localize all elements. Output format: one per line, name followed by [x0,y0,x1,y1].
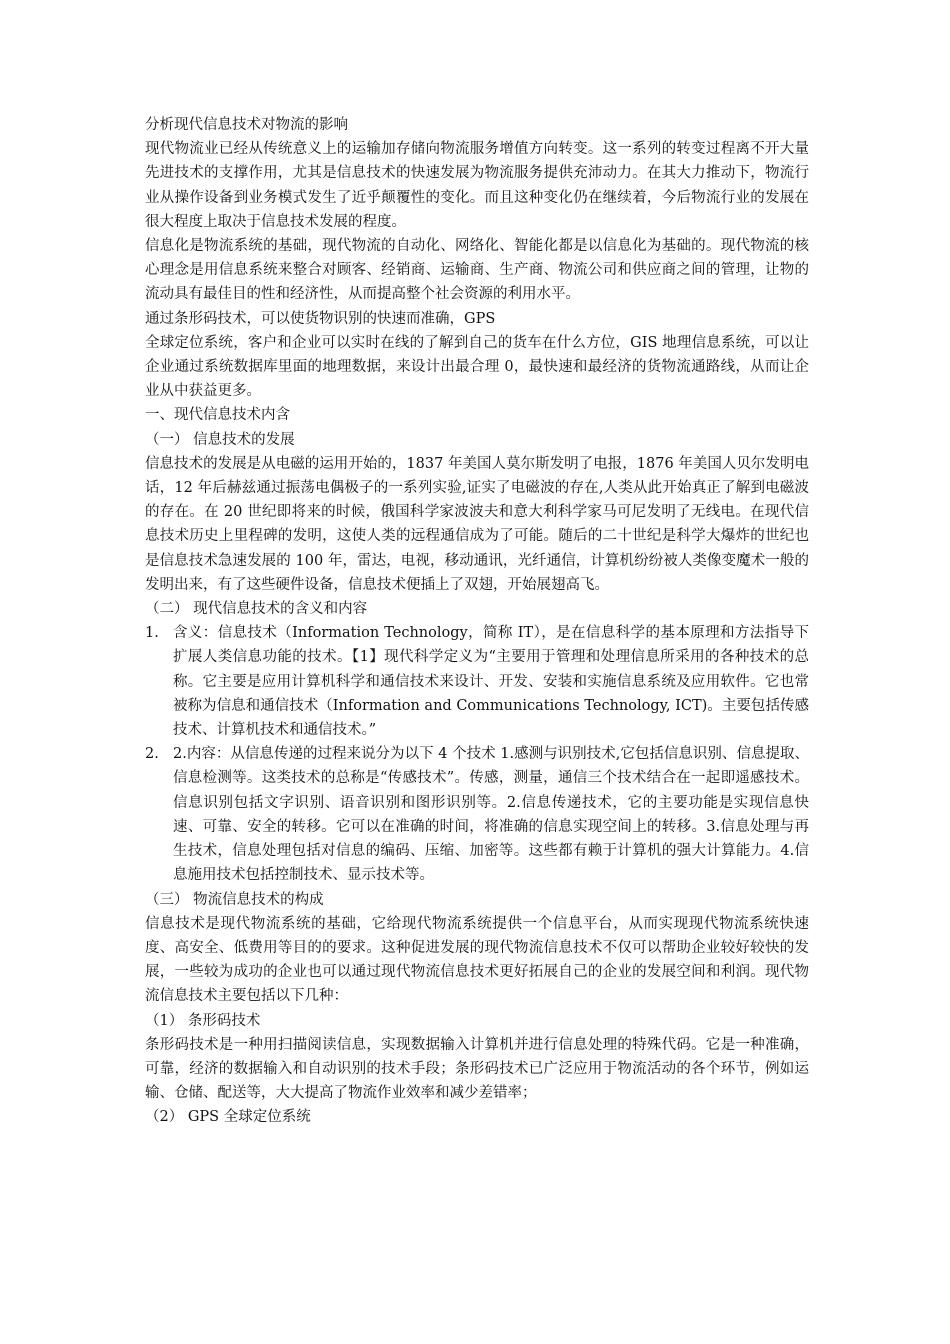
barcode-body: 条形码技术是一种用扫描阅读信息，实现数据输入计算机并进行信息处理的特殊代码。它是一种准确，可靠，经济的数据输入和自动识别的技术手段；条形码技术已广泛应用于物流活动的各个环节，例如运输、仓储、配送等，大大提高了物流作业效率和减少差错率； [145,1036,809,1102]
intro-paragraph-3: 通过条形码技术，可以使货物识别的快速而准确，GPS [145,310,496,327]
gps-heading: （2） GPS 全球定位系统 [145,1109,311,1126]
subsection-3-body: 信息技术是现代物流系统的基础，它给现代物流系统提供一个信息平台，从而实现现代物流系统快速度、高安全、低费用等目的的要求。这种促进发展的现代物流信息技术不仅可以帮助企业较好较快的发展，一些较为成功的企业也可以通过现代物流信息技术更好拓展自己的企业的发展空间和利润。现代物流信息技术主要包括以下几种： [145,915,809,1005]
list-item-text: 含义：信息技术（Information Technology，简称 IT），是在信息科学的基本原理和方法指导下扩展人类信息功能的技术。【1】现代科学定义为“主要用于管理和处理信息所采用的各种技术的总称。它主要是应用计算机科学和通信技术来设计、开发、安装和实施信息系统及应用软件。它也常被称为信息和通信技术（Information and Communications Technology, ICT)。主要包括传感技术、计算机技术和通信技术。” [173,625,809,739]
list-item [145,742,809,887]
barcode-heading: （1） 条形码技术 [145,1012,261,1029]
numbered-list [145,621,809,887]
intro-paragraph-1: 现代物流业已经从传统意义上的运输加存储向物流服务增值方向转变。这一系列的转变过程离不开大量先进技术的支撑作用，尤其是信息技术的快速发展为物流服务提供充沛动力。在其大力推动下，物流行业从操作设备到业务模式发生了近乎颠覆性的变化。而且这种变化仍在继续着，今后物流行业的发展在很大程度上取决于信息技术发展的程度。 [145,141,809,230]
intro-paragraph-4: 全球定位系统，客户和企业可以实时在线的了解到自己的货车在什么方位，GIS 地理信息系统，可以让企业通过系统数据库里面的地理数据，来设计出最合理 0，最快速和最经济的货物流通路线，从而让企业从中获益更多。 [145,334,809,400]
document-page [145,113,809,1130]
subsection-1-body: 信息技术的发展是从电磁的运用开始的，1837 年美国人莫尔斯发明了电报，1876 年美国人贝尔发明电话，12 年后赫兹通过振荡电偶极子的一系列实验,证实了电磁波的存在,人类从此开始真正了解到电磁波的存在。在 20 世纪即将来的时候，俄国科学家波波夫和意大利科学家马可尼发明了无线电。在现代信息技术历史上里程碑的发明，这使人类的远程通信成为了可能。随后的二十世纪是科学大爆炸的世纪也是信息技术急速发展的 100 年，雷达，电视，移动通讯，光纤通信，计算机纷纷被人类像变魔术一般的发明出来，有了这些硬件设备，信息技术便插上了双翅，开始展翅高飞。 [145,455,809,593]
document-title: 分析现代信息技术对物流的影响 [145,117,348,133]
list-item-number: 2. [145,746,159,763]
intro-paragraph-2: 信息化是物流系统的基础，现代物流的自动化、网络化、智能化都是以信息化为基础的。现代物流的核心理念是用信息系统来整合对顾客、经销商、运输商、生产商、物流公司和供应商之间的管理，让物的流动具有最佳目的性和经济性，从而提高整个社会资源的利用水平。 [145,238,809,303]
subsection-1-heading: （一） 信息技术的发展 [145,431,295,448]
list-item [145,621,809,742]
subsection-2-heading: （二） 现代信息技术的含义和内容 [145,601,368,618]
section-1-heading: 一、现代信息技术内含 [145,407,290,424]
list-item-number: 1. [145,625,159,642]
list-item-text: 2.内容：从信息传递的过程来说分为以下 4 个技术 1.感测与识别技术,它包括信息识别、信息提取、信息检测等。这类技术的总称是“传感技术”。传感，测量，通信三个技术结合在一起即遥感技术。信息识别包括文字识别、语音识别和图形识别等。2.信息传递技术，它的主要功能是实现信息快速、可靠、安全的转移。它可以在准确的时间，将准确的信息实现空间上的转移。3.信息处理与再生技术，信息处理包括对信息的编码、压缩、加密等。这些都有赖于计算机的强大计算能力。4.信息施用技术包括控制技术、显示技术等。 [173,746,809,884]
subsection-3-heading: （三） 物流信息技术的构成 [145,891,324,908]
